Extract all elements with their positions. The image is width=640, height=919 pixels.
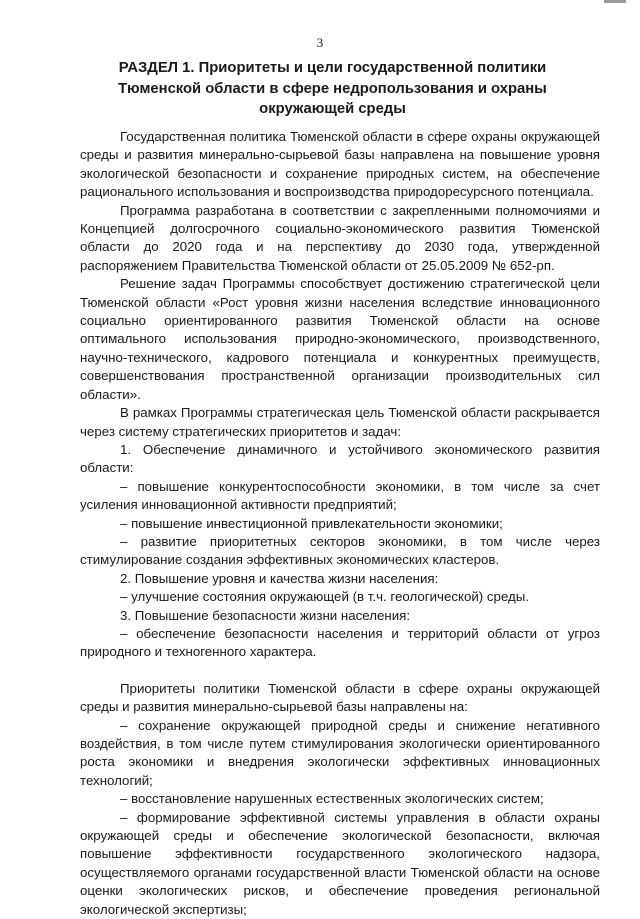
list-item-3: 3. Повышение безопасности жизни населения: [120, 607, 411, 623]
priority-item: – восстановление нарушенных естественных экологических систем; [120, 791, 544, 807]
paragraph-policy-priorities: Приоритеты политики Тюменской области в сфере охраны окружающей среды и развития минерально-сырьевой базы направлены на: [80, 680, 600, 715]
document-body [80, 128, 600, 919]
paragraph-program-basis: Программа разработана в соответствии с закрепленными полномочиями и Концепцией долгосрочного социально-экономического развития Тюменской области до 2020 года и на перспективу до 2030 года, утвержденной распоряжением Правительства Тюменской области от 25.05.2009 № 652-рп. [80, 202, 600, 273]
list-subitem: – обеспечение безопасности населения и территорий области от угроз природного и техногенного характера. [80, 625, 600, 660]
list-item-2: 2. Повышение уровня и качества жизни населения: [120, 570, 439, 586]
list-subitem: – улучшение состояния окружающей (в т.ч. геологической) среды. [120, 589, 530, 605]
scan-edge-mark [604, 0, 626, 3]
list-item-1: 1. Обеспечение динамичного и устойчивого экономического развития области: [80, 441, 600, 476]
paragraph-policy-intro: Государственная политика Тюменской области в сфере охраны окружающей среды и развития минерально-сырьевой базы направлена на повышение уровня экологической безопасности и сохранение природных систем, на обеспечение рационального использования и воспроизводства природоресурсного потенциала. [80, 129, 600, 200]
page-number: 3 [316, 35, 324, 50]
paragraph-strategic-goal: Решение задач Программы способствует достижению стратегической цели Тюменской области «Рост уровня жизни населения вследствие инновационного социально ориентированного развития Тюменской области на основе оптимального использования природно-экономического, производственного, научно-технического, кадрового потенциала и конкурентных преимуществ, совершенствования пространственной организации производительных сил области». [80, 276, 600, 402]
priority-item: – сохранение окружающей природной среды и снижение негативного воздействия, в том числе путем стимулирования экологически ориентированного роста экономики и внедрения экологически эффективных инновационных технологий; [80, 717, 600, 788]
priority-item: – формирование эффективной системы управления в области охраны окружающей среды и обеспечение экологической безопасности, включая повышение эффективности государственного экологического надзора, осуществляемого органами государственной власти Тюменской области на основе оценки экологических рисков, и обеспечение проведения региональной экологической экспертизы; [80, 809, 600, 917]
paragraph-priorities-intro: В рамках Программы стратегическая цель Тюменской области раскрывается через систему стратегических приоритетов и задач: [80, 405, 600, 439]
list-subitem: – повышение инвестиционной привлекательности экономики; [120, 515, 503, 531]
list-subitem: – развитие приоритетных секторов экономики, в том числе через стимулирование создания эффективных экономических кластеров. [80, 533, 600, 568]
list-subitem: – повышение конкурентоспособности экономики, в том числе за счет усиления инновационной активности предприятий; [80, 478, 600, 513]
section-title: РАЗДЕЛ 1. Приоритеты и цели государственной политики Тюменской области в сфере недропользования и охраны окружающей среды [118, 60, 547, 117]
